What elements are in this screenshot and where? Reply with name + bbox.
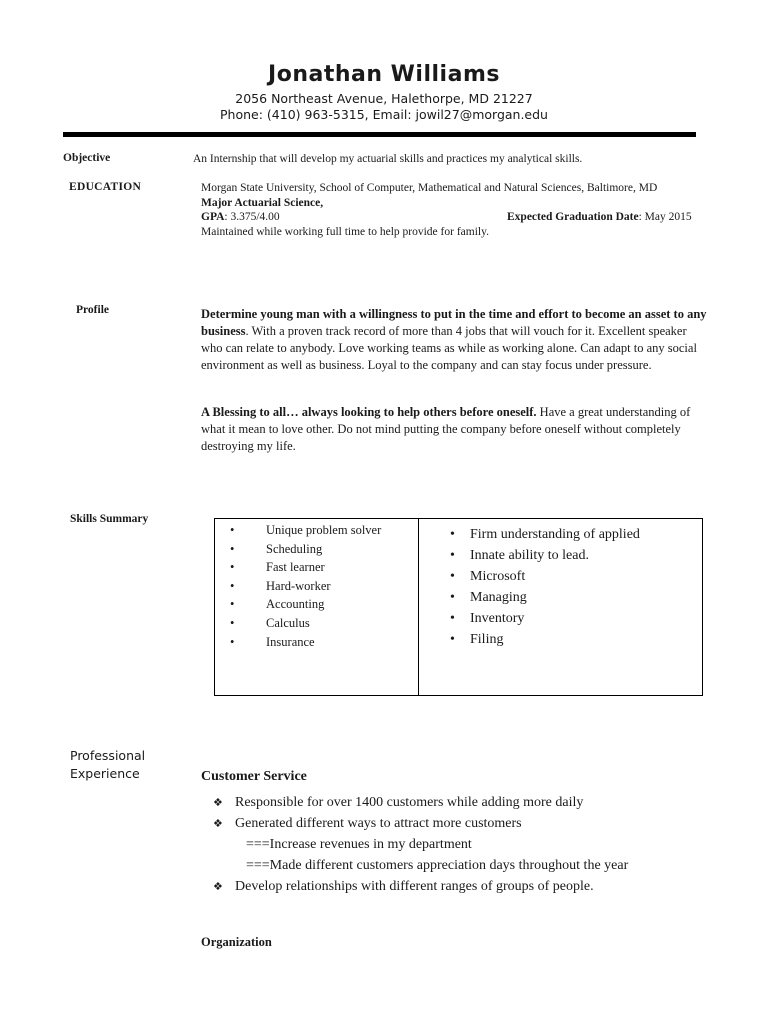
- skill-item: • Unique problem solver: [215, 521, 418, 540]
- experience-item: [201, 876, 721, 897]
- profile-paragraph-1: [201, 306, 711, 374]
- profile-p2-rest: Have a great understanding of what it mean to love other. Do not mind putting the company before oneself without completely destroying my life.: [201, 405, 691, 453]
- education-school: Morgan State University, School of Computer, Mathematical and Natural Sciences, Baltimore, MD: [201, 182, 658, 194]
- skill-item: • Microsoft: [419, 566, 702, 587]
- skill-item: • Filing: [419, 629, 702, 650]
- gpa-value: : 3.375/4.00: [224, 211, 280, 223]
- education-note: Maintained while working full time to help provide for family.: [201, 226, 489, 238]
- diamond-bullet-icon: ❖: [213, 880, 223, 893]
- experience-label-line-1: Professional: [70, 748, 146, 763]
- skills-right-list: [419, 519, 702, 650]
- skills-table: [214, 518, 703, 696]
- experience-subitem: ===Made different customers appreciation days throughout the year: [246, 858, 629, 873]
- gpa-label: GPA: [201, 211, 225, 223]
- skill-item: • Scheduling: [215, 540, 418, 559]
- profile-label: Profile: [76, 304, 109, 316]
- objective-text: An Internship that will develop my actuarial skills and practices my analytical skills.: [193, 153, 583, 165]
- education-gpa: [201, 210, 280, 225]
- diamond-bullet-icon: ❖: [213, 796, 223, 809]
- graduation-value: : May 2015: [638, 211, 692, 223]
- profile-p1-bold: Determine young man with a willingness to put in the time and effort to become an asset to any business: [201, 307, 707, 338]
- education-graduation: [507, 210, 692, 225]
- graduation-label: Expected Graduation Date: [507, 211, 639, 223]
- experience-item-text: Responsible for over 1400 customers while adding more daily: [235, 795, 584, 810]
- skill-item: • Accounting: [215, 595, 418, 614]
- diamond-bullet-icon: ❖: [213, 817, 223, 830]
- skill-item: • Hard-worker: [215, 577, 418, 596]
- job-title: Customer Service: [201, 769, 307, 784]
- skills-label: Skills Summary: [70, 513, 149, 525]
- skill-item: • Calculus: [215, 614, 418, 633]
- skill-item: • Firm understanding of applied: [419, 524, 702, 545]
- experience-label-line-2: Experience: [70, 766, 140, 781]
- skills-left-list: [215, 519, 418, 651]
- header-divider: [63, 132, 696, 137]
- organization-heading: Organization: [201, 935, 272, 949]
- experience-list: [201, 792, 721, 897]
- skills-column-right: [419, 519, 702, 695]
- skill-item: • Insurance: [215, 633, 418, 652]
- education-label: EDUCATION: [69, 181, 142, 193]
- skill-item: • Fast learner: [215, 558, 418, 577]
- resume-address: 2056 Northeast Avenue, Halethorpe, MD 21227: [235, 91, 533, 106]
- experience-item: [201, 813, 721, 834]
- skill-item: • Innate ability to lead.: [419, 545, 702, 566]
- objective-label: Objective: [63, 152, 111, 164]
- profile-p2-bold: A Blessing to all… always looking to help others before oneself.: [201, 405, 537, 419]
- experience-item-text: Generated different ways to attract more customers: [235, 816, 522, 831]
- profile-paragraph-2: [201, 404, 711, 455]
- experience-item-text: Develop relationships with different ranges of groups of people.: [235, 879, 594, 894]
- skills-column-left: [215, 519, 419, 695]
- resume-name: Jonathan Williams: [268, 62, 500, 87]
- experience-label: [70, 747, 145, 783]
- resume-contact: Phone: (410) 963-5315, Email: jowil27@morgan.edu: [220, 107, 548, 122]
- experience-subitem: ===Increase revenues in my department: [246, 837, 472, 852]
- skill-item: • Inventory: [419, 608, 702, 629]
- profile-p1-rest: . With a proven track record of more than 4 jobs that will vouch for it. Excellent speaker who can relate to anybody. Love working teams as while as working alone. Can adapt to any social environment as well as business. Loyal to the company and can stay focus under pressure.: [201, 324, 697, 372]
- education-major: Major Actuarial Science,: [201, 197, 324, 209]
- skill-item: • Managing: [419, 587, 702, 608]
- experience-item: [201, 792, 721, 813]
